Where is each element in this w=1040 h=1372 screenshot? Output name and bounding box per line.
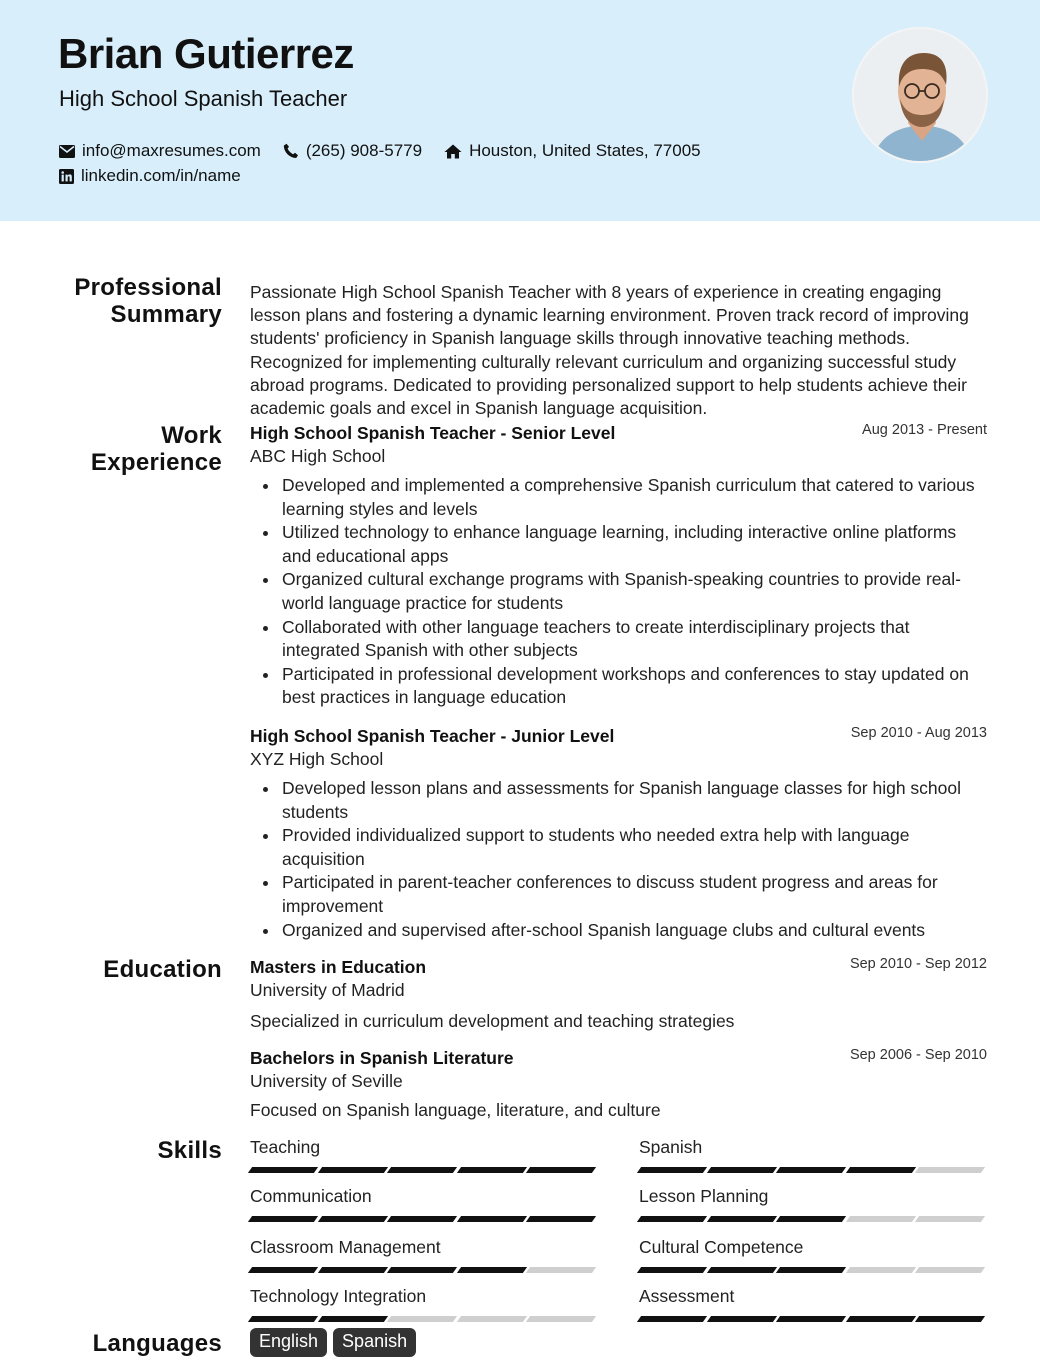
skill-segment-filled: [706, 1216, 776, 1222]
skill-segment-filled: [317, 1267, 387, 1273]
phone-text: (265) 908-5779: [305, 141, 423, 160]
education-dates: Sep 2010 - Sep 2012: [849, 956, 987, 972]
skill-item: [250, 1286, 598, 1322]
skill-segment-filled: [248, 1316, 318, 1322]
education-entry: [250, 957, 987, 1001]
skill-segment-filled: [248, 1267, 318, 1273]
skill-level-bar: [250, 1316, 598, 1322]
job-title: High School Spanish Teacher - Junior Level: [250, 726, 615, 746]
contact-location: [444, 141, 701, 161]
skill-segment-empty: [915, 1167, 985, 1173]
skill-segment-filled: [317, 1216, 387, 1222]
skill-segment-filled: [248, 1216, 318, 1222]
skill-level-bar: [639, 1216, 987, 1222]
job-employer: XYZ High School: [250, 749, 384, 769]
phone-icon: [283, 143, 299, 159]
skill-segment-filled: [526, 1167, 596, 1173]
degree-title: Bachelors in Spanish Literature: [250, 1048, 514, 1068]
skill-level-bar: [639, 1267, 987, 1273]
education-note: Focused on Spanish language, literature, and culture: [250, 1100, 661, 1120]
skill-segment-filled: [387, 1167, 457, 1173]
list-item: Developed lesson plans and assessments for Spanish language classes for high school students: [282, 777, 987, 824]
skill-level-bar: [639, 1316, 987, 1322]
language-tags: [250, 1328, 422, 1357]
skill-segment-empty: [846, 1216, 916, 1222]
skill-segment-filled: [776, 1267, 846, 1273]
degree-title: Masters in Education: [250, 957, 427, 977]
skill-name: Assessment: [639, 1286, 735, 1306]
education-note: Specialized in curriculum development and teaching strategies: [250, 1011, 735, 1031]
skill-segment-filled: [317, 1167, 387, 1173]
skill-segment-filled: [317, 1316, 387, 1322]
list-item: Organized cultural exchange programs with Spanish-speaking countries to provide real-world language practice for students: [282, 568, 987, 615]
resume-header: [0, 0, 1040, 221]
contact-linkedin[interactable]: [59, 166, 241, 186]
skill-segment-filled: [637, 1216, 707, 1222]
work-title-line1: Work: [161, 422, 222, 449]
skill-item: [639, 1186, 987, 1222]
envelope-icon: [59, 145, 75, 158]
candidate-name: Brian Gutierrez: [58, 30, 354, 77]
skill-name: Cultural Competence: [639, 1237, 804, 1257]
job-dates: Aug 2013 - Present: [862, 422, 987, 438]
skill-segment-empty: [457, 1316, 527, 1322]
skill-level-bar: [250, 1267, 598, 1273]
skill-segment-filled: [526, 1216, 596, 1222]
skill-segment-empty: [915, 1216, 985, 1222]
skill-segment-filled: [776, 1216, 846, 1222]
list-item: Participated in professional development workshops and conferences to stay updated on best practices in language education: [282, 663, 987, 710]
skill-level-bar: [250, 1216, 598, 1222]
skill-segment-filled: [706, 1167, 776, 1173]
skill-name: Classroom Management: [250, 1237, 441, 1257]
skill-segment-filled: [776, 1316, 846, 1322]
skill-segment-filled: [846, 1316, 916, 1322]
candidate-title: High School Spanish Teacher: [59, 86, 348, 111]
list-item: Participated in parent-teacher conferences to discuss student progress and areas for improvement: [282, 871, 987, 918]
skill-item: [639, 1286, 987, 1322]
skill-item: [250, 1186, 598, 1222]
job-bullets: [282, 474, 987, 710]
contact-phone[interactable]: [283, 141, 422, 161]
list-item: Developed and implemented a comprehensive Spanish curriculum that catered to various learning styles and levels: [282, 474, 987, 521]
education-dates: Sep 2006 - Sep 2010: [849, 1047, 987, 1063]
linkedin-icon: [59, 169, 74, 184]
list-item: Utilized technology to enhance language learning, including interactive online platforms and educational apps: [282, 521, 987, 568]
skill-segment-empty: [387, 1316, 457, 1322]
job-employer: ABC High School: [250, 446, 386, 466]
skill-segment-filled: [637, 1167, 707, 1173]
education-entry: [250, 1048, 987, 1092]
job-entry: [250, 726, 987, 770]
skill-name: Spanish: [639, 1137, 703, 1157]
skill-name: Lesson Planning: [639, 1186, 769, 1206]
skill-name: Technology Integration: [250, 1286, 427, 1306]
school-name: University of Seville: [250, 1071, 403, 1091]
skill-segment-empty: [915, 1267, 985, 1273]
linkedin-text: linkedin.com/in/name: [81, 166, 241, 185]
skill-level-bar: [250, 1167, 598, 1173]
skill-segment-empty: [846, 1267, 916, 1273]
skill-name: Communication: [250, 1186, 372, 1206]
language-tag-english: English: [250, 1328, 327, 1357]
contact-info: [59, 139, 723, 189]
skill-segment-filled: [457, 1167, 527, 1173]
job-dates: Sep 2010 - Aug 2013: [850, 725, 987, 741]
skill-segment-empty: [526, 1316, 596, 1322]
skill-item: [639, 1137, 987, 1173]
skill-name: Teaching: [250, 1137, 321, 1157]
skill-item: [639, 1237, 987, 1273]
skill-segment-filled: [387, 1216, 457, 1222]
job-bullets: [282, 777, 987, 942]
skill-segment-filled: [776, 1167, 846, 1173]
language-tag-spanish: Spanish: [333, 1328, 416, 1357]
contact-email[interactable]: [59, 141, 261, 161]
home-icon: [444, 144, 462, 159]
section-title-work: [42, 422, 222, 476]
skill-level-bar: [639, 1167, 987, 1173]
skill-segment-filled: [706, 1316, 776, 1322]
section-title-skills: Skills: [157, 1137, 222, 1164]
profile-photo: [852, 27, 988, 163]
skill-segment-filled: [248, 1167, 318, 1173]
skill-segment-filled: [457, 1267, 527, 1273]
school-name: University of Madrid: [250, 980, 405, 1000]
skill-segment-filled: [387, 1267, 457, 1273]
section-title-languages: Languages: [92, 1330, 222, 1357]
summary-text: Passionate High School Spanish Teacher with 8 years of experience in creating engaging lesson plans and fostering a dynamic learning environment. Proven track record of improving students' proficiency in Spanish language skills through innovative teaching methods. Recognized for implementing culturally relevant curriculum and organizing successful study abroad programs. Dedicated to providing personalized support to help students achieve their academic goals and excel in Spanish language acquisition.: [250, 282, 969, 419]
list-item: Provided individualized support to students who needed extra help with language acquisition: [282, 824, 987, 871]
location-text: Houston, United States, 77005: [469, 141, 701, 160]
list-item: Collaborated with other language teachers to create interdisciplinary projects that integrated Spanish with other subjects: [282, 616, 987, 663]
skill-segment-filled: [637, 1267, 707, 1273]
skill-segment-filled: [637, 1316, 707, 1322]
skill-segment-filled: [457, 1216, 527, 1222]
section-title-summary: [42, 274, 222, 328]
skill-segment-filled: [706, 1267, 776, 1273]
section-title-education: Education: [103, 956, 222, 983]
skill-segment-filled: [915, 1316, 985, 1322]
work-title-line2: Experience: [90, 449, 222, 476]
skill-item: [250, 1237, 598, 1273]
summary-title-line2: Summary: [110, 301, 222, 328]
job-title: High School Spanish Teacher - Senior Level: [250, 423, 616, 443]
email-text: info@maxresumes.com: [82, 141, 261, 160]
skill-item: [250, 1137, 598, 1173]
job-entry: [250, 423, 987, 467]
skill-segment-filled: [846, 1167, 916, 1173]
skill-segment-empty: [526, 1267, 596, 1273]
summary-title-line1: Professional: [74, 274, 222, 301]
list-item: Organized and supervised after-school Spanish language clubs and cultural events: [282, 919, 987, 943]
